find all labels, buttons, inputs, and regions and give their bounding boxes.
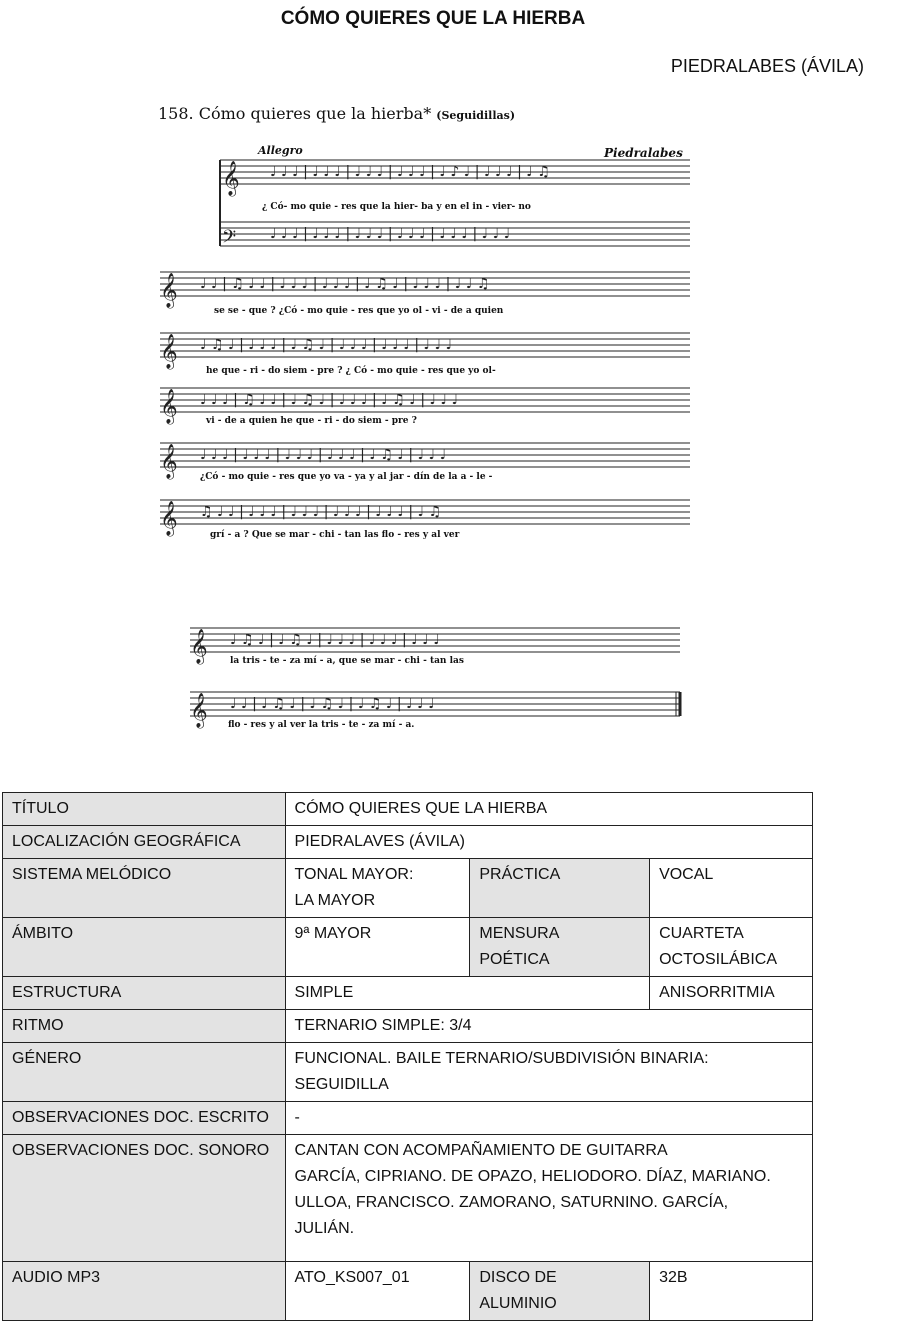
svg-text:𝄞: 𝄞 (160, 334, 178, 369)
svg-text:𝄞: 𝄞 (222, 161, 240, 196)
lyric-line: flo - res y al ver la tris - te - za mí - a. (228, 720, 415, 730)
svg-text:𝄞: 𝄞 (160, 444, 178, 479)
svg-text:♩ ♩ | ♫ ♩ ♩ | ♩ ♩ ♩ | ♩ ♩ ♩ |: ♩ ♩ | ♫ ♩ ♩ | ♩ ♩ ♩ | ♩ ♩ ♩ | ♩ ♫ ♩ | ♩ ♩ ♩ | ♩ ♩ ♫ (200, 276, 490, 292)
svg-text:♫ ♩ ♩ | ♩ ♩ ♩ | ♩ ♩ ♩ | ♩ ♩ ♩: ♫ ♩ ♩ | ♩ ♩ ♩ | ♩ ♩ ♩ | ♩ ♩ ♩ | ♩ ♩ ♩ | ♩ ♫ (200, 504, 442, 520)
svg-text:𝄞: 𝄞 (160, 501, 178, 536)
ambito-label: ÁMBITO (3, 918, 286, 977)
practica-label: PRÁCTICA (470, 859, 650, 918)
sistema-value: TONAL MAYOR: LA MAYOR (285, 859, 470, 918)
genero-label: GÉNERO (3, 1043, 286, 1102)
lyric-line: vi - de a quien he que - ri - do siem - pre ? (206, 416, 417, 426)
table-row (3, 977, 813, 1010)
svg-text:𝄞: 𝄞 (160, 273, 178, 308)
table-row (3, 1262, 813, 1321)
sistema-label: SISTEMA MELÓDICO (3, 859, 286, 918)
disco-value: 32B (650, 1262, 813, 1321)
table-row (3, 1043, 813, 1102)
svg-text:♩ ♫ ♩ | ♩ ♫ ♩ | ♩ ♩ ♩ | ♩ ♩ ♩: ♩ ♫ ♩ | ♩ ♫ ♩ | ♩ ♩ ♩ | ♩ ♩ ♩ | ♩ ♩ ♩ (230, 632, 440, 648)
obs-sonoro-label: OBSERVACIONES DOC. SONORO (3, 1135, 286, 1262)
svg-text:♩ ♩ | ♩ ♫ ♩ | ♩ ♫ ♩ | ♩ ♫ ♩ |: ♩ ♩ | ♩ ♫ ♩ | ♩ ♫ ♩ | ♩ ♫ ♩ | ♩ ♩ ♩ (230, 696, 435, 712)
localizacion-label: LOCALIZACIÓN GEOGRÁFICA (3, 826, 286, 859)
obs-escrito-label: OBSERVACIONES DOC. ESCRITO (3, 1102, 286, 1135)
document-place: PIEDRALABES (ÁVILA) (670, 56, 864, 76)
estructura-extra: ANISORRITMIA (650, 977, 813, 1010)
audio-label: AUDIO MP3 (3, 1262, 286, 1321)
score-genre-tag: (Seguidillas) (436, 109, 516, 122)
table-row (3, 1010, 813, 1043)
ritmo-value: TERNARIO SIMPLE: 3/4 (285, 1010, 812, 1043)
table-row (3, 1135, 813, 1262)
svg-text:𝄞: 𝄞 (190, 629, 208, 664)
audio-value: ATO_KS007_01 (285, 1262, 470, 1321)
lyric-line: grí - a ? Que se mar - chi - tan las flo - res y al ver (210, 530, 460, 540)
ritmo-label: RITMO (3, 1010, 286, 1043)
estructura-label: ESTRUCTURA (3, 977, 286, 1010)
svg-text:♩ ♩ ♩ | ♩ ♩ ♩ | ♩ ♩ ♩ | ♩ ♩ ♩: ♩ ♩ ♩ | ♩ ♩ ♩ | ♩ ♩ ♩ | ♩ ♩ ♩ | ♩ ♫ ♩ | ♩ ♩ ♩ (200, 447, 447, 463)
ambito-value: 9ª MAYOR (285, 918, 470, 977)
score-number-title: 158. Cómo quieres que la hierba* (158, 104, 432, 123)
genero-value: FUNCIONAL. BAILE TERNARIO/SUBDIVISIÓN BINARIA: SEGUIDILLA (285, 1043, 812, 1102)
disco-label: DISCO DE ALUMINIO (470, 1262, 650, 1321)
titulo-value: CÓMO QUIERES QUE LA HIERBA (285, 793, 812, 826)
lyric-line: ¿ Có- mo quie - res que la hier- ba y en el in - vier- no (262, 202, 531, 212)
obs-escrito-value: - (285, 1102, 812, 1135)
svg-text:♩ ♩ ♩ | ♩ ♩ ♩ | ♩ ♩ ♩ | ♩ ♩ ♩: ♩ ♩ ♩ | ♩ ♩ ♩ | ♩ ♩ ♩ | ♩ ♩ ♩ | ♩ ♩ ♩ | ♩ ♩ ♩ (270, 226, 511, 242)
localizacion-value: PIEDRALAVES (ÁVILA) (285, 826, 812, 859)
svg-text:𝄞: 𝄞 (160, 389, 178, 424)
table-row (3, 859, 813, 918)
svg-text:♩ ♩ ♩ | ♫ ♩ ♩ | ♩ ♫ ♩ | ♩ ♩ ♩: ♩ ♩ ♩ | ♫ ♩ ♩ | ♩ ♫ ♩ | ♩ ♩ ♩ | ♩ ♫ ♩ | ♩ ♩ ♩ (200, 392, 459, 408)
lyric-line: he que - ri - do siem - pre ? ¿ Có - mo quie - res que yo ol- (206, 366, 496, 376)
tempo-marking: Allegro (258, 144, 303, 157)
svg-text:𝄞: 𝄞 (190, 693, 208, 728)
practica-value: VOCAL (650, 859, 813, 918)
table-row (3, 918, 813, 977)
titulo-label: TÍTULO (3, 793, 286, 826)
table-row (3, 793, 813, 826)
lyric-line: ¿Có - mo quie - res que yo va - ya y al jar - dín de la a - le - (200, 472, 493, 482)
svg-text:♩ ♫ ♩ | ♩ ♩ ♩ | ♩ ♫ ♩ | ♩ ♩ ♩: ♩ ♫ ♩ | ♩ ♩ ♩ | ♩ ♫ ♩ | ♩ ♩ ♩ | ♩ ♩ ♩ | ♩ ♩ ♩ (200, 337, 453, 353)
score-origin: Piedralabes (604, 146, 683, 160)
lyric-line: la tris - te - za mí - a, que se mar - chi - tan las (230, 656, 464, 666)
metadata-table (2, 792, 813, 1321)
svg-text:♩ ♩ ♩ | ♩ ♩ ♩ | ♩ ♩ ♩ | ♩ ♩ ♩: ♩ ♩ ♩ | ♩ ♩ ♩ | ♩ ♩ ♩ | ♩ ♩ ♩ | ♩ ♪ ♩ | ♩ ♩ ♩ | ♩ ♫ (270, 164, 550, 180)
table-row (3, 1102, 813, 1135)
document-title: CÓMO QUIERES QUE LA HIERBA (280, 8, 586, 29)
mensura-label: MENSURA POÉTICA (470, 918, 650, 977)
obs-sonoro-value: CANTAN CON ACOMPAÑAMIENTO DE GUITARRA GARCÍA, CIPRIANO. DE OPAZO, HELIODORO. DÍAZ, MARIANO. ULLOA, FRANCISCO. ZAMORANO, SATURNINO. GARCÍA, JULIÁN. (285, 1135, 812, 1262)
lyric-line: se se - que ? ¿Có - mo quie - res que yo ol - vi - de a quien (214, 306, 504, 316)
table-row (3, 826, 813, 859)
mensura-value: CUARTETA OCTOSILÁBICA (650, 918, 813, 977)
svg-text:𝄢: 𝄢 (222, 227, 237, 252)
estructura-value: SIMPLE (285, 977, 650, 1010)
